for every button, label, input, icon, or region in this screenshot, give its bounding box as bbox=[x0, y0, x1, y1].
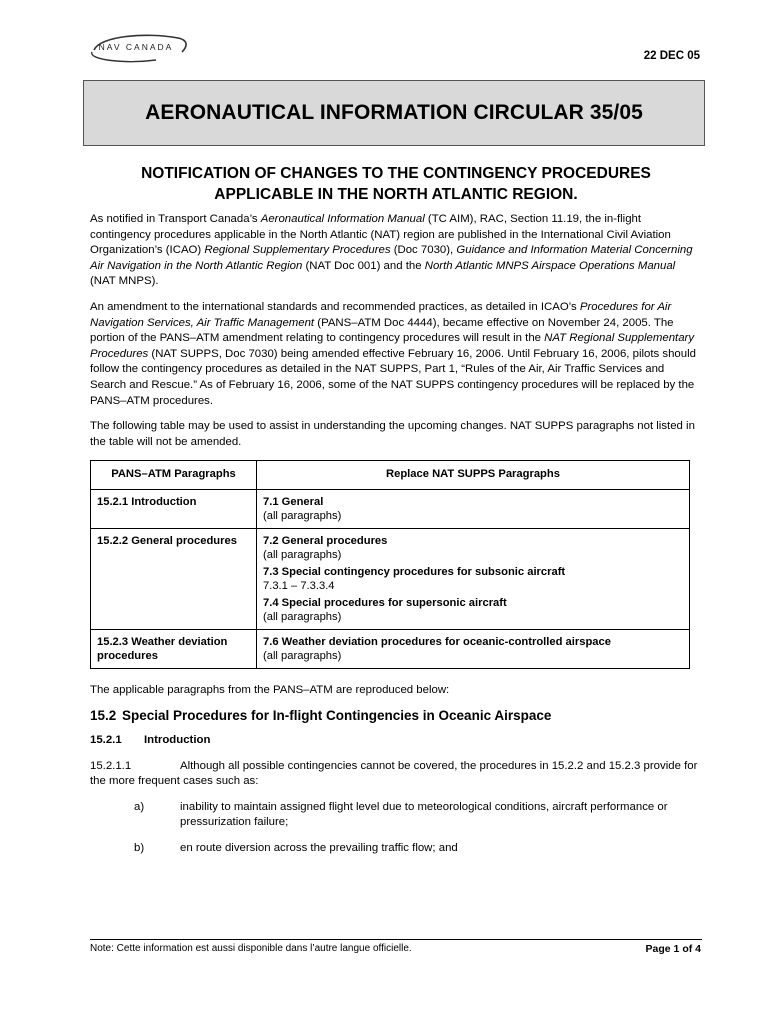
subtitle-line-1: NOTIFICATION OF CHANGES TO THE CONTINGENCY PROCEDURES bbox=[141, 165, 651, 182]
page-number: Page 1 of 4 bbox=[645, 943, 701, 955]
page-title: AERONAUTICAL INFORMATION CIRCULAR 35/05 bbox=[145, 101, 643, 124]
table-cell-pans: 15.2.3 Weather deviation procedures bbox=[91, 629, 257, 668]
table-header-row bbox=[91, 461, 690, 490]
title-box bbox=[83, 80, 705, 146]
table-header-supps: Replace NAT SUPPS Paragraphs bbox=[257, 461, 690, 490]
subsection-heading: 15.2.1 Introduction bbox=[90, 734, 211, 746]
table-cell-supps: 7.2 General procedures (all paragraphs) 7.3 Special contingency procedures for subsonic aircraft 7.3.1 – 7.3.3.4 7.4 Special procedures for supersonic aircraft (all paragraphs) bbox=[257, 528, 690, 629]
subtitle bbox=[90, 163, 702, 205]
paragraph-table-intro: The following table may be used to assist in understanding the upcoming changes. NAT SUPPS paragraphs not listed in the table will not be amended. bbox=[90, 420, 695, 448]
subtitle-line-2: APPLICABLE IN THE NORTH ATLANTIC REGION. bbox=[214, 186, 578, 203]
table-cell-supps: 7.1 General (all paragraphs) bbox=[257, 489, 690, 528]
table-row bbox=[91, 528, 690, 629]
section-heading: 15.2 Special Procedures for In-flight Contingencies in Oceanic Airspace bbox=[90, 708, 552, 724]
footer-note: Note: Cette information est aussi disponible dans l’autre langue officielle. bbox=[90, 943, 412, 954]
paragraph-reproduced-intro: The applicable paragraphs from the PANS–ATM are reproduced below: bbox=[90, 683, 450, 696]
paragraph-15-2-1-1: 15.2.1.1 Although all possible contingencies cannot be covered, the procedures in 15.2.2 and 15.2.3 provide for the more frequent cases such as: bbox=[90, 759, 698, 788]
table-header-pans: PANS–ATM Paragraphs bbox=[91, 461, 257, 490]
paragraph-amendment: An amendment to the international standards and recommended practices, as detailed in ICAO’s Procedures for Air Navigation Services, Air Traffic Management (PANS–ATM Doc 4444), became effective on November 24, 2005. The portion of the PANS–ATM amendment relating to contingency procedures will result in the NAT Regional Supplementary Procedures (NAT SUPPS, Doc 7030) being amended effective February 16, 2006. Until February 16, 2006, pilots should follow the contingency procedures as detailed in the NAT SUPPS, Part 1, “Rules of the Air, Air Traffic Services and Search and Rescue.” As of February 16, 2006, some of the NAT SUPPS contingency procedures will be replaced by the PANS–ATM procedures. bbox=[90, 300, 696, 407]
table-cell-pans: 15.2.1 Introduction bbox=[91, 489, 257, 528]
issue-date: 22 DEC 05 bbox=[643, 50, 700, 62]
paragraph-intro: As notified in Transport Canada’s Aeronautical Information Manual (TC AIM), RAC, Section 11.19, the in-flight contingency procedures applicable in the North Atlantic (NAT) region are published in the International Civil Aviation Organization’s (ICAO) Regional Supplementary Procedures (Doc 7030), Guidance and Information Material Concerning Air Navigation in the North Atlantic Region (NAT Doc 001) and the North Atlantic MNPS Airspace Operations Manual (NAT MNPS). bbox=[90, 213, 693, 288]
paragraph-mapping-table bbox=[90, 460, 690, 669]
table-cell-supps: 7.6 Weather deviation procedures for oceanic-controlled airspace (all paragraphs) bbox=[257, 629, 690, 668]
document-body bbox=[90, 212, 702, 867]
nav-canada-logo bbox=[86, 30, 190, 64]
footer-divider bbox=[90, 939, 702, 940]
table-cell-pans: 15.2.2 General procedures bbox=[91, 528, 257, 629]
list-item: b) en route diversion across the prevailing traffic flow; and bbox=[134, 841, 458, 854]
logo-text: NAV CANADA bbox=[98, 42, 174, 52]
table-row bbox=[91, 629, 690, 668]
table-row bbox=[91, 489, 690, 528]
list-item: a) inability to maintain assigned flight level due to meteorological conditions, aircraft performance or pressurization failure; bbox=[134, 800, 668, 829]
